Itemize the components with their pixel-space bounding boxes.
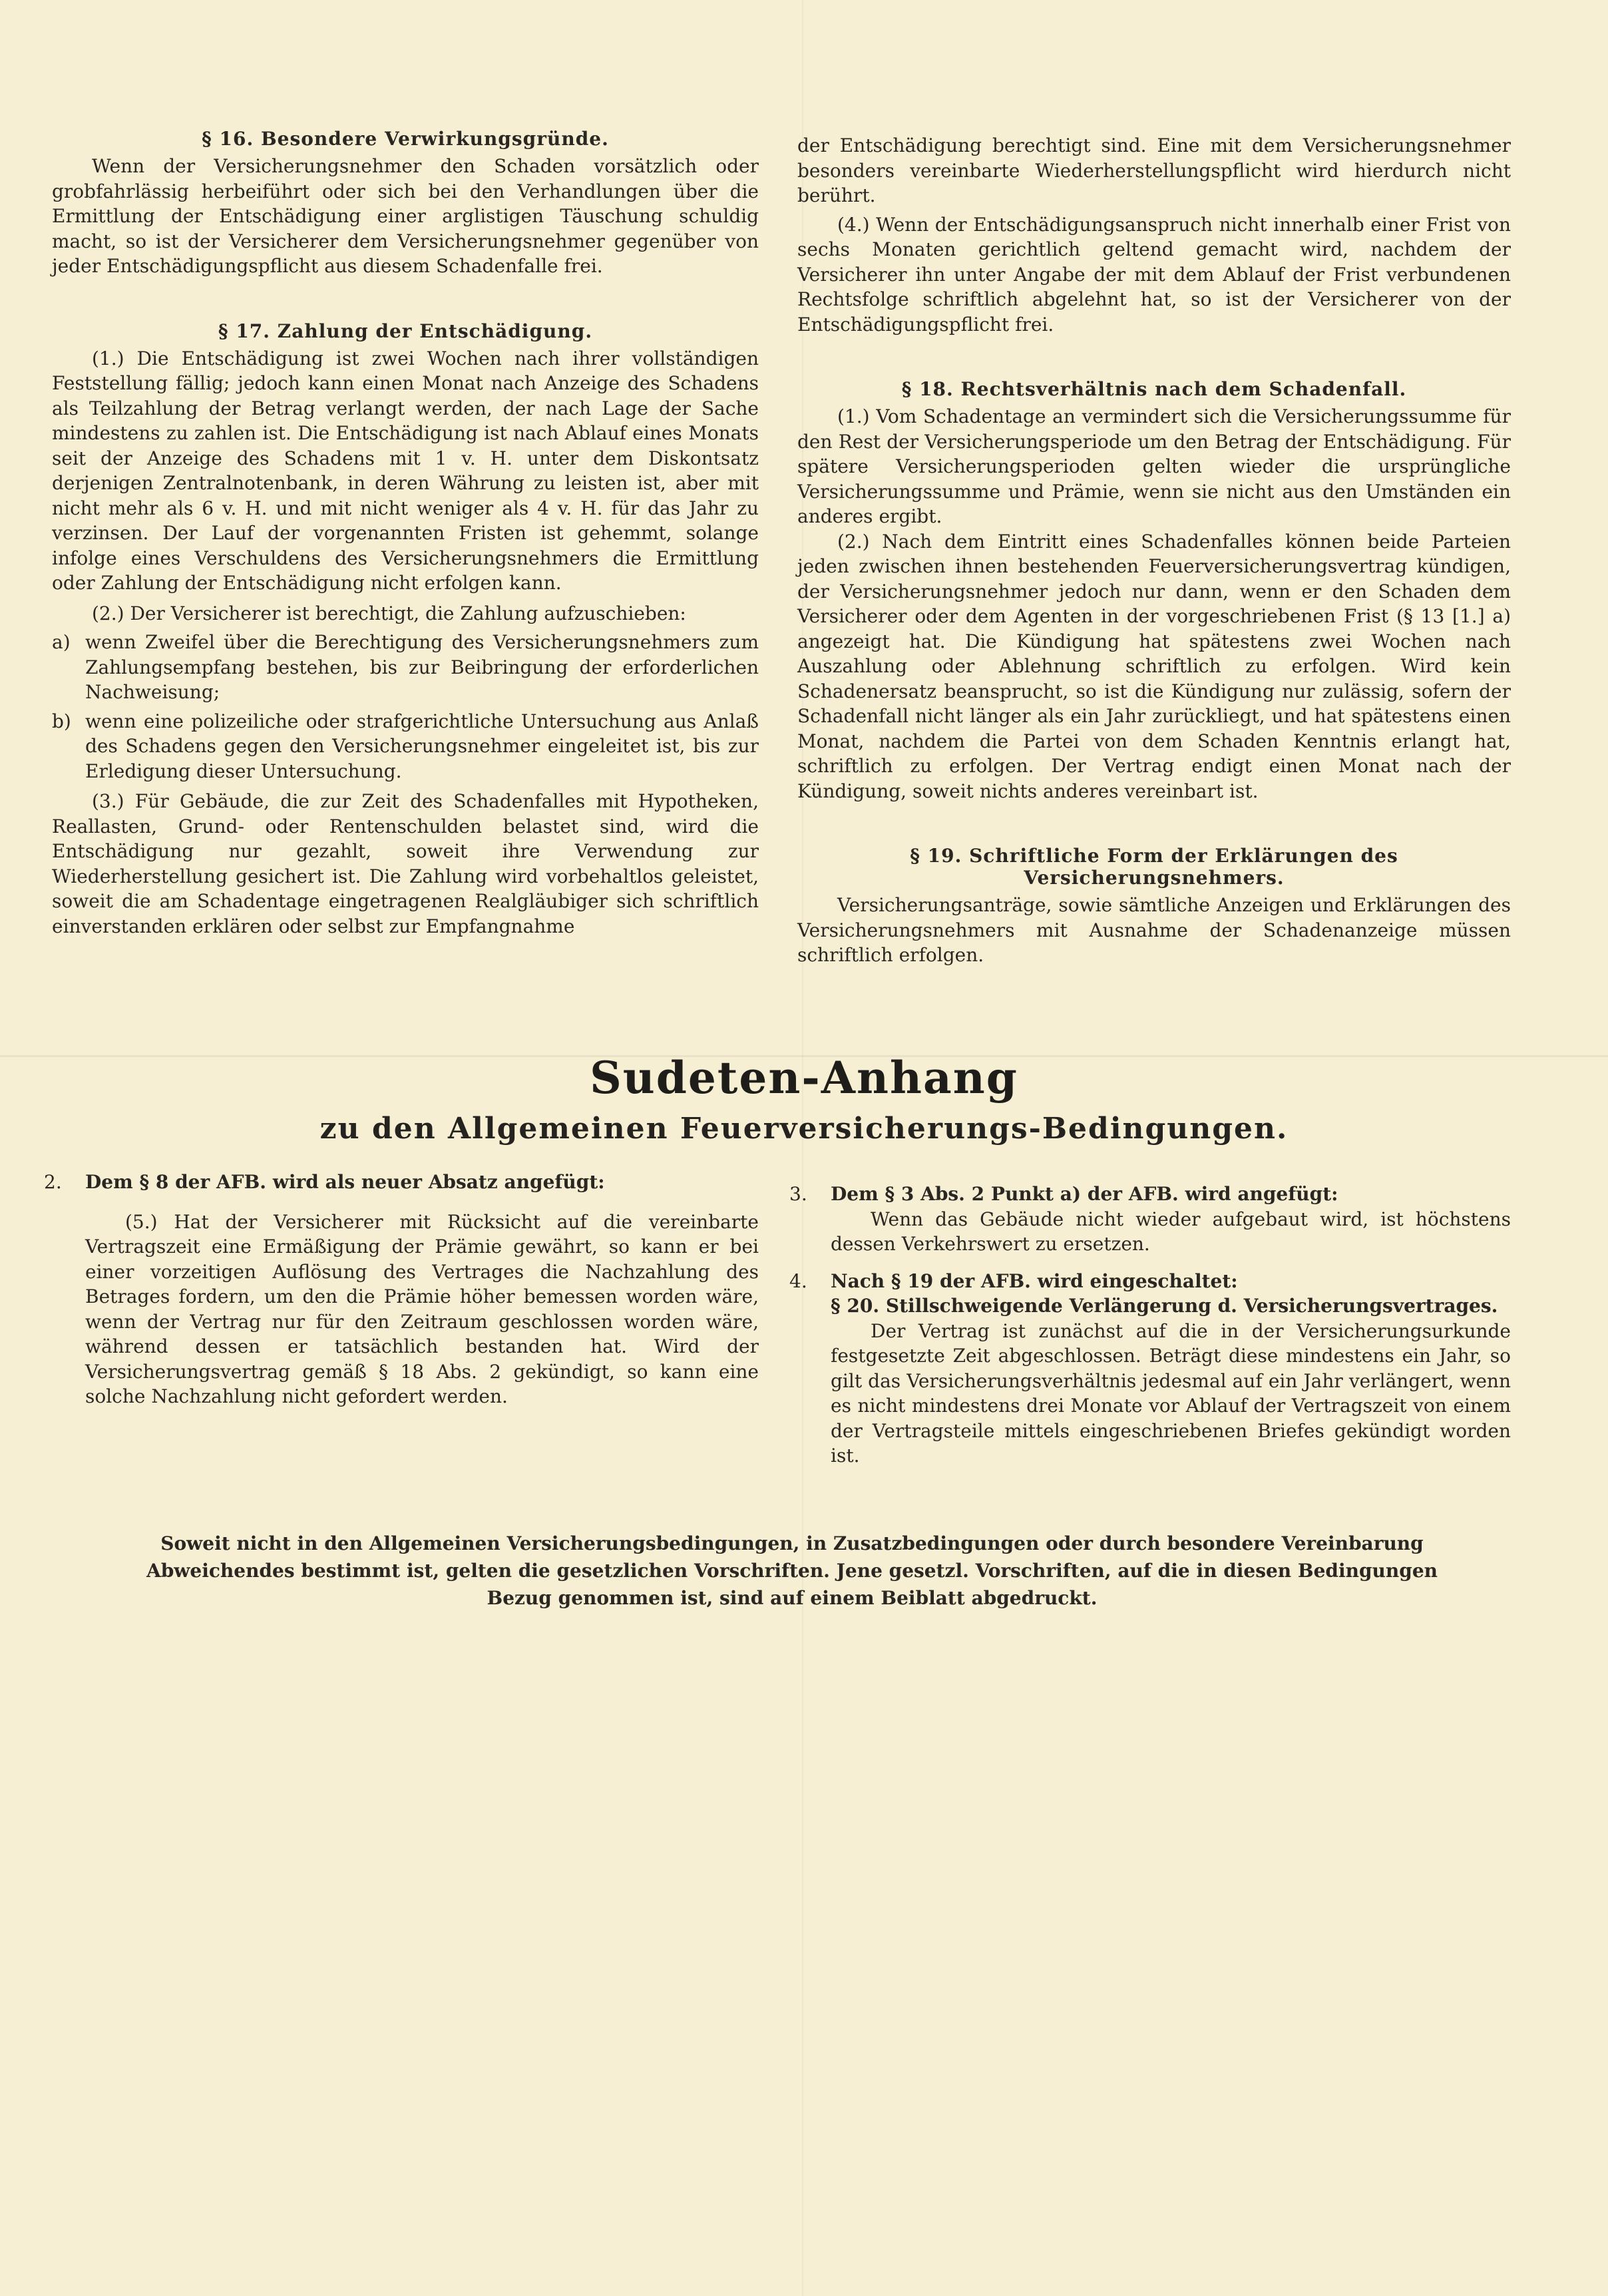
amendment-number: 4. [789,1269,807,1292]
amendment-4-heading [789,1269,1511,1294]
amendment-2-heading [44,1170,759,1195]
s16-heading: § 16. Besondere Verwirkungsgründe. [202,128,609,150]
footer-note [126,1530,1458,1612]
s17-item-b [52,709,759,784]
item-marker: b) [52,710,71,732]
s17-heading: § 17. Zahlung der Entschädigung. [218,320,593,342]
s20-heading: § 20. Stillschweigende Verlängerung d. Versicherungsvertrages. [831,1295,1498,1317]
amendment-heading-text: Nach § 19 der AFB. wird eingeschaltet: [831,1269,1238,1292]
s16-text: Wenn der Versicherungsnehmer den Schaden vorsätzlich oder grobfahrlässig herbeiführt oder sich bei den Verhandlungen über die Ermittlung der Entschädigung einer arglistigen Täuschung schuldig macht, so ist der Versicherer dem Versicherungsnehmer gegenüber von jeder Entschädigungspflicht aus diesem Schadenfalle frei. [52,155,759,277]
amendment-number: 2. [44,1171,62,1193]
amendment-4-text: Der Vertrag ist zunächst auf die in der Versicherungsurkunde festgesetzte Zeit abgeschlossen. Beträgt diese mindestens ein Jahr, so gilt das Versicherungsverhältnis jedesmal auf ein Jahr verlängert, wenn es nicht mindestens drei Monate vor Ablauf der Vertragszeit von einem der Vertragsteile mittels eingeschriebenen Briefes gekündigt worden ist. [831,1319,1511,1467]
amendment-heading-text: Dem § 8 der AFB. wird als neuer Absatz angefügt: [85,1171,605,1193]
continued-text: der Entschädigung berechtigt sind. Eine mit dem Versicherungsnehmer besonders vereinbarte Wiederherstellungspflicht wird hierdurch nicht berührt. [797,134,1511,206]
s19-heading-line-2: Versicherungsnehmers. [1024,867,1285,889]
right-column [797,133,1511,968]
s17-item-a [52,630,759,705]
footer-line-2: Abweichendes bestimmt ist, gelten die gesetzlichen Vorschriften. Jene gesetzl. Vorschriften, auf die in diesen Bedingungen [146,1560,1438,1582]
s17-para-3: (3.) Für Gebäude, die zur Zeit des Schadenfalles mit Hypotheken, Reallasten, Grund- oder Rentenschulden belastet sind, wird die Entschädigung nur gezahlt, soweit ihre Verwendung zur Wiederherstellung gesichert ist. Die Zahlung wird vorbehaltlos geleistet, soweit die am Schadentage eingetragenen Realgläubiger sich schriftlich einverstanden erklären oder selbst zur Empfangnahme [52,790,759,937]
item-text: wenn eine polizeiliche oder strafgerichtliche Untersuchung aus Anlaß des Schadens gegen den Versicherungsnehmer eingeleitet ist, bis zur Erledigung dieser Untersuchung. [85,710,759,782]
annex-subtitle: zu den Allgemeinen Feuerversicherungs-Bedingungen. [319,1112,1289,1146]
amendment-number: 3. [789,1183,807,1205]
s17-para-1: (1.) Die Entschädigung ist zwei Wochen nach ihrer vollständigen Feststellung fällig; jedoch kann einen Monat nach Anzeige des Schadens als Teilzahlung der Betrag verlangt werden, der nach Lage der Sache mindestens zu zahlen ist. Die Entschädigung ist nach Ablauf eines Monats seit der Anzeige des Schadens mit 1 v. H. unter dem Diskontsatz derjenigen Zentralnotenbank, in deren Währung zu leisten ist, aber mit nicht mehr als 6 v. H. und mit nicht weniger als 4 v. H. für das Jahr zu verzinsen. Der Lauf der vorgenannten Fristen ist gehemmt, solange infolge eines Verschuldens des Versicherungsnehmers die Ermittlung oder Zahlung der Entschädigung nicht erfolgen kann. [52,347,759,594]
s18-para-1: (1.) Vom Schadentage an vermindert sich die Versicherungssumme für den Rest der Versicherungsperiode um den Betrag der Entschädigung. Für spätere Versicherungsperioden gelten wieder die ursprüngliche Versicherungssumme und Prämie, wenn sie nicht aus den Umständen ein anderes ergibt. [797,405,1511,527]
amendment-3-heading [789,1182,1511,1207]
amendment-heading-text: Dem § 3 Abs. 2 Punkt a) der AFB. wird angefügt: [831,1183,1338,1205]
item-text: wenn Zweifel über die Berechtigung des Versicherungsnehmers zum Zahlungsempfang bestehen, bis zur Beibringung der erforderlichen Nachweisung; [85,631,759,703]
amendment-3-text: Wenn das Gebäude nicht wieder aufgebaut wird, ist höchstens dessen Verkehrswert zu ersetzen. [831,1208,1511,1255]
s17-para-2: (2.) Der Versicherer ist berechtigt, die Zahlung aufzuschieben: [92,602,686,624]
s19-text: Versicherungsanträge, sowie sämtliche Anzeigen und Erklärungen des Versicherungsnehmers mit Ausnahme der Schadenanzeige müssen schriftlich erfolgen. [797,894,1511,966]
s18-heading: § 18. Rechtsverhältnis nach dem Schadenfall. [901,378,1407,400]
footer-line-3: Bezug genommen ist, sind auf einem Beiblatt abgedruckt. [487,1587,1098,1609]
annex-right-column [789,1182,1511,1469]
s18-para-2: (2.) Nach dem Eintritt eines Schadenfalles können beide Parteien jeden zwischen ihnen bestehenden Feuerversicherungsvertrag kündigen, der Versicherungsnehmer jedoch nur dann, wenn er den Schaden dem Versicherer oder dem Agenten in der vorgeschriebenen Frist (§ 13 [1.] a) angezeigt hat. Die Kündigung hat spätestens zwei Wochen nach Auszahlung oder Ablehnung schriftlich zu erfolgen. Wird kein Schadenersatz beansprucht, so ist die Kündigung nur zulässig, sofern der Schadenfall nicht länger als ein Jahr zurückliegt, und hat spätestens einen Monat, nachdem die Partei von dem Schaden Kenntnis erlangt hat, schriftlich zu erfolgen. Der Vertrag endigt einen Monat nach der Kündigung, soweit nichts anderes vereinbart ist. [797,530,1511,802]
annex-left-column [44,1170,759,1409]
left-column [52,128,759,939]
s19-heading-line-1: § 19. Schriftliche Form der Erklärungen des [910,845,1398,867]
footer-line-1: Soweit nicht in den Allgemeinen Versicherungsbedingungen, in Zusatzbedingungen oder durch besondere Vereinbarung [160,1532,1424,1554]
item-marker: a) [52,631,71,653]
s17-para-4: (4.) Wenn der Entschädigungsanspruch nicht innerhalb einer Frist von sechs Monaten gerichtlich geltend gemacht wird, nachdem der Versicherer ihn unter Angabe der mit dem Ablauf der Frist verbundenen Rechtsfolge schriftlich abgelehnt hat, so ist der Versicherer von der Entschädigungspflicht frei. [797,213,1511,336]
annex-title: Sudeten-Anhang [590,1052,1018,1104]
amendment-2-text: (5.) Hat der Versicherer mit Rücksicht auf die vereinbarte Vertragszeit eine Ermäßigung der Prämie gewährt, so kann er bei einer vorzeitigen Auflösung des Vertrages die Nachzahlung des Betrages fordern, um den die Prämie höher bemessen worden wäre, wenn der Vertrag nur für den Zeitraum geschlossen worden wäre, während dessen er tatsächlich bestanden hat. Wird der Versicherungsvertrag gemäß § 18 Abs. 2 gekündigt, so kann eine solche Nachzahlung nicht gefordert werden. [85,1210,759,1407]
